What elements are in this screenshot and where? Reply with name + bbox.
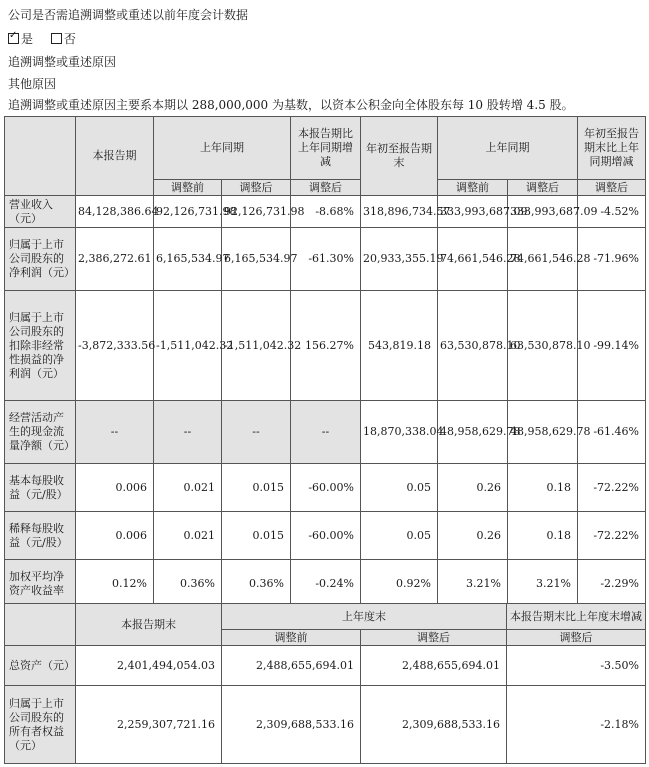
- cell-after: 2,309,688,533.16: [361, 686, 507, 764]
- col-ytd-before: 调整前: [438, 180, 508, 196]
- col-end-after: 调整后: [361, 630, 507, 646]
- cell-current: --: [76, 401, 154, 464]
- cell-change: -3.50%: [507, 646, 646, 686]
- cell-ytd: 0.05: [361, 512, 438, 560]
- cell-ytd-after: 333,993,687.09: [508, 196, 578, 228]
- table-row: [5, 228, 646, 291]
- table-row: [5, 686, 646, 764]
- col-prior-year-end: 上年度末: [222, 604, 507, 630]
- cell-current: 0.12%: [76, 560, 154, 608]
- table-header-row: [5, 117, 646, 180]
- cell-ytd-after: 74,661,546.28: [508, 228, 578, 291]
- cell-ytd-before: 48,958,629.78: [438, 401, 508, 464]
- cell-change: -2.18%: [507, 686, 646, 764]
- cell-current: 2,401,494,054.03: [76, 646, 222, 686]
- row-label: 加权平均净资产收益率: [5, 560, 76, 608]
- col-ytd-after-change: 调整后: [578, 180, 646, 196]
- col-prior: 上年同期: [154, 117, 291, 180]
- checked-box-icon: [8, 33, 19, 44]
- row-label-header: [5, 117, 76, 196]
- cell-ytd: 318,896,734.57: [361, 196, 438, 228]
- cell-ytd: 0.05: [361, 464, 438, 512]
- col-after-change: 调整后: [291, 180, 361, 196]
- cell-ytd: 543,819.18: [361, 291, 438, 401]
- col-before: 调整前: [154, 180, 222, 196]
- cell-current: 2,259,307,721.16: [76, 686, 222, 764]
- restatement-explanation: 追溯调整或重述原因主要系本期以 288,000,000 为基数，以资本公积金向全体股东每 10 股转增 4.5 股。: [8, 98, 574, 112]
- row-label: 基本每股收益（元/股）: [5, 464, 76, 512]
- cell-before: 6,165,534.97: [154, 228, 222, 291]
- col-current: 本报告期: [76, 117, 154, 196]
- table-row: [5, 291, 646, 401]
- cell-before: 2,309,688,533.16: [222, 686, 361, 764]
- cell-ytd-before: 3.21%: [438, 560, 508, 608]
- col-ytd-change: 年初至报告期末比上年同期增减: [578, 117, 646, 180]
- col-current-end: 本报告期末: [76, 604, 222, 646]
- cell-current: -3,872,333.56: [76, 291, 154, 401]
- cell-ytd: 18,870,338.04: [361, 401, 438, 464]
- cell-ytd-change: -4.52%: [578, 196, 646, 228]
- cell-ytd-change: -72.22%: [578, 512, 646, 560]
- table-row: [5, 196, 646, 228]
- table-row: [5, 464, 646, 512]
- table-header-row: [5, 604, 646, 630]
- cell-after: 0.36%: [222, 560, 291, 608]
- restatement-question: 公司是否需追溯调整或重述以前年度会计数据: [8, 8, 249, 22]
- col-change: 本报告期比上年同期增减: [291, 117, 361, 180]
- cell-ytd-after: 3.21%: [508, 560, 578, 608]
- cell-before: 0.36%: [154, 560, 222, 608]
- col-end-before: 调整前: [222, 630, 361, 646]
- table-row: [5, 646, 646, 686]
- cell-before: -1,511,042.32: [154, 291, 222, 401]
- col-after: 调整后: [222, 180, 291, 196]
- cell-after: 0.015: [222, 464, 291, 512]
- period-end-table: [4, 603, 646, 764]
- quarterly-data-table: [4, 116, 646, 608]
- cell-change: -8.68%: [291, 196, 361, 228]
- cell-current: 84,128,386.64: [76, 196, 154, 228]
- cell-ytd-change: -71.96%: [578, 228, 646, 291]
- cell-ytd-change: -2.29%: [578, 560, 646, 608]
- cell-current: 2,386,272.61: [76, 228, 154, 291]
- cell-after: 2,488,655,694.01: [361, 646, 507, 686]
- row-label: 总资产（元）: [5, 646, 76, 686]
- cell-ytd-before: 0.26: [438, 464, 508, 512]
- col-end-after-change: 调整后: [507, 630, 646, 646]
- cell-current: 0.006: [76, 512, 154, 560]
- cell-before: 92,126,731.98: [154, 196, 222, 228]
- cell-before: 0.021: [154, 464, 222, 512]
- cell-ytd-change: -99.14%: [578, 291, 646, 401]
- option-no[interactable]: 否: [51, 32, 76, 46]
- reason-title: 追溯调整或重述原因: [8, 55, 117, 69]
- row-label: 稀释每股收益（元/股）: [5, 512, 76, 560]
- cell-change: -60.00%: [291, 464, 361, 512]
- cell-ytd-before: 333,993,687.09: [438, 196, 508, 228]
- cell-current: 0.006: [76, 464, 154, 512]
- cell-ytd-after: 48,958,629.78: [508, 401, 578, 464]
- cell-after: 6,165,534.97: [222, 228, 291, 291]
- row-label: 经营活动产生的现金流量净额（元）: [5, 401, 76, 464]
- cell-ytd-change: -72.22%: [578, 464, 646, 512]
- cell-ytd: 20,933,355.19: [361, 228, 438, 291]
- cell-ytd-before: 0.26: [438, 512, 508, 560]
- cell-before: 2,488,655,694.01: [222, 646, 361, 686]
- cell-after: -1,511,042.32: [222, 291, 291, 401]
- row-label: 归属于上市公司股东的净利润（元）: [5, 228, 76, 291]
- reason-value: 其他原因: [8, 77, 57, 91]
- col-prior-ytd: 上年同期: [438, 117, 578, 180]
- cell-ytd-before: 63,530,878.10: [438, 291, 508, 401]
- cell-ytd-after: 0.18: [508, 512, 578, 560]
- empty-box-icon: [51, 33, 62, 44]
- col-ytd: 年初至报告期末: [361, 117, 438, 196]
- cell-ytd-change: -61.46%: [578, 401, 646, 464]
- cell-change: -60.00%: [291, 512, 361, 560]
- cell-after: 0.015: [222, 512, 291, 560]
- row-label: 归属于上市公司股东的扣除非经常性损益的净利润（元）: [5, 291, 76, 401]
- cell-after: --: [222, 401, 291, 464]
- row-label-header: [5, 604, 76, 646]
- cell-ytd-after: 63,530,878.10: [508, 291, 578, 401]
- cell-ytd-before: 74,661,546.28: [438, 228, 508, 291]
- cell-change: -61.30%: [291, 228, 361, 291]
- cell-before: 0.021: [154, 512, 222, 560]
- cell-before: --: [154, 401, 222, 464]
- cell-change: 156.27%: [291, 291, 361, 401]
- table-row: [5, 560, 646, 608]
- cell-ytd-after: 0.18: [508, 464, 578, 512]
- cell-change: -0.24%: [291, 560, 361, 608]
- col-end-change: 本报告期末比上年度末增减: [507, 604, 646, 630]
- restatement-options: [8, 30, 90, 47]
- table-row: [5, 401, 646, 464]
- col-ytd-after: 调整后: [508, 180, 578, 196]
- row-label: 营业收入（元）: [5, 196, 76, 228]
- table-row: [5, 512, 646, 560]
- cell-ytd: 0.92%: [361, 560, 438, 608]
- cell-change: --: [291, 401, 361, 464]
- row-label: 归属于上市公司股东的所有者权益（元）: [5, 686, 76, 764]
- cell-after: 92,126,731.98: [222, 196, 291, 228]
- option-yes[interactable]: ✓是: [8, 32, 33, 46]
